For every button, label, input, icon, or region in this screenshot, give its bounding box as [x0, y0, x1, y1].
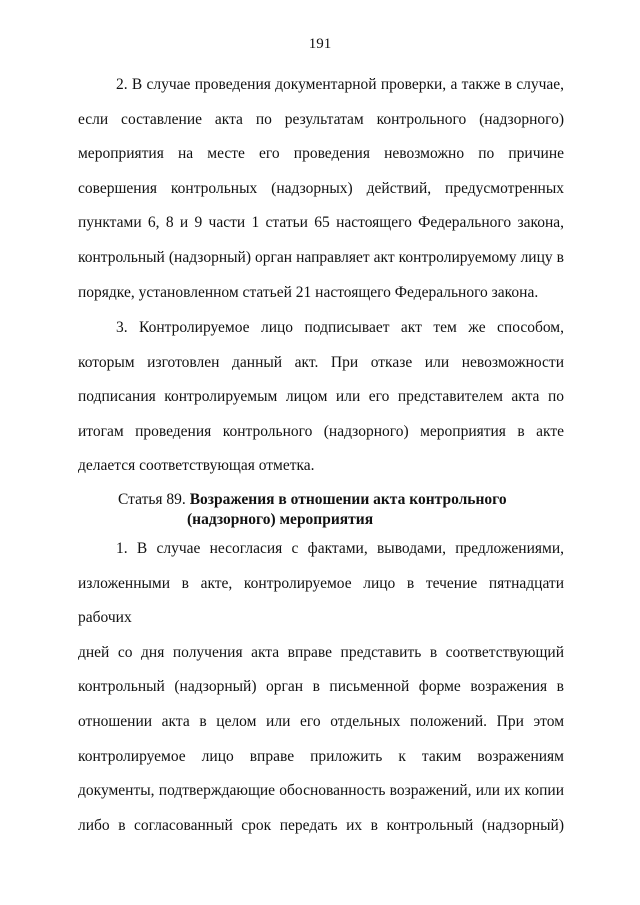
- text-line: контролируемое лицо вправе приложить к таким возражениям: [78, 747, 564, 765]
- paragraph-3: [78, 311, 564, 484]
- text-line: пунктами 6, 8 и 9 части 1 статьи 65 настоящего Федерального закона,: [78, 214, 564, 232]
- article-title-continued: (надзорного) мероприятия: [187, 511, 374, 528]
- text-line: документы, подтверждающие обоснованность возражений, или их копии: [78, 782, 564, 800]
- text-line: контрольный (надзорный) орган в письменной форме возражения в: [78, 678, 564, 696]
- text-line: контрольный (надзорный) орган направляет акт контролируемому лицу в: [78, 248, 564, 266]
- text-line: 3. Контролируемое лицо подписывает акт тем же способом,: [116, 319, 564, 336]
- article-heading: [118, 490, 558, 530]
- text-line: подписания контролируемым лицом или его представителем акта по: [78, 388, 564, 406]
- text-line: если составление акта по результатам контрольного (надзорного): [78, 110, 564, 128]
- text-line: отношении акта в целом или его отдельных положений. При этом: [78, 712, 564, 730]
- text-line: 1. В случае несогласия с фактами, выводами, предложениями,: [116, 540, 564, 557]
- text-line: либо в согласованный срок передать их в контрольный (надзорный): [78, 816, 564, 834]
- text-line: 2. В случае проведения документарной проверки, а также в случае,: [116, 76, 564, 93]
- article-title: Возражения в отношении акта контрольного: [189, 491, 507, 508]
- text-line: мероприятия на месте его проведения невозможно по причине: [78, 145, 564, 163]
- text-line: совершения контрольных (надзорных) действий, предусмотренных: [78, 179, 564, 197]
- text-line: порядке, установленном статьей 21 настоящего Федерального закона.: [78, 283, 539, 301]
- text-line: изложенными в акте, контролируемое лицо в течение пятнадцати рабочих: [78, 574, 564, 627]
- text-line: делается соответствующая отметка.: [78, 457, 315, 475]
- paragraph-2: [78, 68, 564, 310]
- text-line: итогам проведения контрольного (надзорного) мероприятия в акте: [78, 422, 564, 440]
- paragraph-article-89-1: [78, 532, 564, 843]
- article-label: Статья 89.: [118, 491, 186, 508]
- text-line: которым изготовлен данный акт. При отказе или невозможности: [78, 353, 564, 371]
- page-number: 191: [308, 36, 332, 52]
- text-line: дней со дня получения акта вправе представить в соответствующий: [78, 643, 564, 661]
